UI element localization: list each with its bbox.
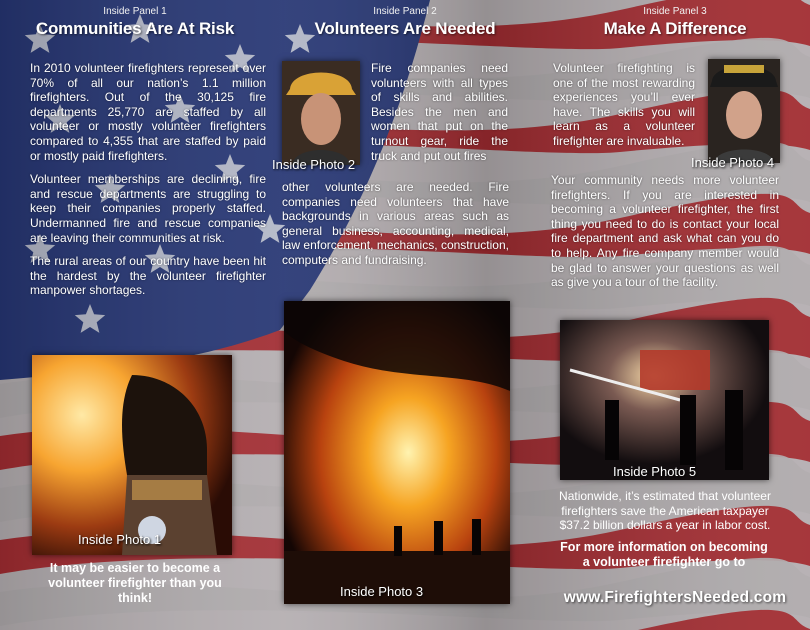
panel3-body: Your community needs more volunteer firefighters. If you are interested in becoming a volunteer firefighter, the first thing you need to do is contact your local fire department and ask what can you do to help. Any fire company member would be glad to answer your questions as well as give you a tour of the facility. [551,173,779,290]
inside-photo-1 [32,355,232,555]
panel2-intro: Fire companies need volunteers with all types of skills and abilities. Besides the men and women that put on the turnout gear, ride the truck and put out fires [371,61,508,163]
inside-photo-3 [284,301,510,604]
photo5-caption: Inside Photo 5 [613,464,697,479]
panel1-paragraph: In 2010 volunteer firefighters represent over 70% of all our nation’s 1.1 million firefighters. Out of the 30,125 fire departments 25,770 are staffed by all volunteer or mostly volunteer firefighters compared to 4,355 that are staffed by paid or mostly paid firefighters. [30,61,266,163]
photo4-caption: Inside Photo 4 [691,155,775,170]
panel3-label: Inside Panel 3 [643,6,707,17]
panel2-title: Volunteers Are Needed [314,19,496,38]
panel2-body: other volunteers are needed. Fire companies need volunteers that have backgrounds in various areas such as general business, accounting, medical, law enforcement, mechanics, construction, computers and fundraising. [282,180,509,267]
panel1-closing: It may be easier to become a volunteer firefighter than you think! [48,561,222,605]
photo1-caption: Inside Photo 1 [78,532,162,547]
panel1-paragraph: The rural areas of our country have been hit the hardest by the volunteer firefighter manpower shortages. [30,254,266,298]
inside-photo-2 [282,61,360,165]
panel1-paragraph: Volunteer memberships are declining, fire and rescue departments are struggling to keep their companies properly staffed. Undermanned fire and rescue companies are leaving their communities at risk. [30,172,266,245]
panel2-label: Inside Panel 2 [373,6,437,17]
photo3-caption: Inside Photo 3 [340,584,424,599]
panel1-body [30,61,266,307]
inside-photo-4 [708,59,780,163]
panel1-title: Communities Are At Risk [35,19,235,38]
panel1-label: Inside Panel 1 [103,6,167,17]
photo2-caption: Inside Photo 2 [272,157,356,172]
panel3-more-info: For more information on becoming a volunteer firefighter go to [560,540,768,569]
inside-photo-5 [560,320,769,480]
website-url: www.FirefightersNeeded.com [563,589,787,606]
panel3-title: Make A Difference [603,19,747,38]
panel3-intro: Volunteer firefighting is one of the most rewarding experiences you’ll ever have. The skills you will learn as a volunteer firefighter are invaluable. [553,61,695,148]
panel3-savings: Nationwide, it’s estimated that volunteer firefighters save the American taxpayer $37.2 billion dollars a year in labor cost. [559,489,771,533]
